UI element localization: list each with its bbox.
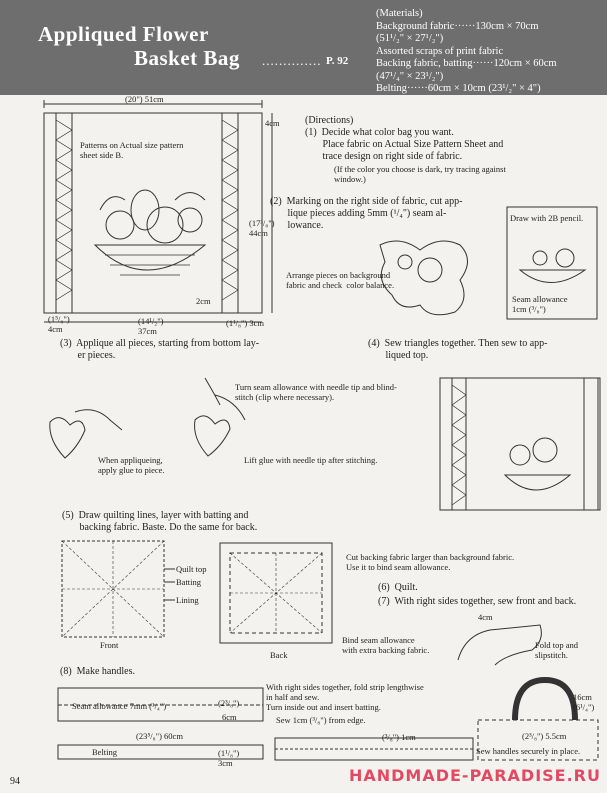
seam-note: Seam allowance 1cm (³/₈") [512,294,568,314]
front-label: Front [100,640,119,650]
page-number: 94 [10,776,20,787]
one-cm-dim: (³/₈") 1cm [382,732,416,742]
lift-note: Lift glue with needle tip after stitching. [244,455,378,465]
dim-6cm: 6cm [222,712,237,722]
draw-note: Draw with 2B pencil. [510,213,584,223]
heart-piece-1 [50,418,85,458]
basket-drawing [95,245,205,270]
materials-list: (Materials) Background fabric······130cm × 70cm (51¹/₂" × 27¹/₂") Assorted scraps of print fabric Backing fabric, batting······120cm × 60cm (47¹/₄" × 23¹/₂") Belting······60cm × 10cm (23¹/₂" × 4") [376,8,557,94]
step-8: (8) Make handles. [60,666,135,677]
bag-fold [458,625,541,665]
page-reference: P. 92 [326,55,349,67]
step-1-note: (If the color you choose is dark, try tracing against window.) [334,164,506,184]
step-1: (1) Decide what color bag you want. Place fabric on Actual Size Pattern Sheet and trace design on right side of fabric. [305,127,504,162]
pattern-left-dim: (1⁵/₈") 4cm [48,314,70,334]
seam-7mm: Seam allowance 7mm (¹/₄") [72,701,167,711]
pattern-inner-dim: 2cm [196,296,211,306]
step-5: (5) Draw quilting lines, layer with batting and backing fabric. Baste. Do the same for back. [62,510,258,533]
step-2: (2) Marking on the right side of fabric, cut app- lique pieces adding 5mm (¹/₄") seam al- lowance. [270,196,463,231]
step-7: (7) With right sides together, sew front and back. [378,596,577,607]
handle-55: (2³/₈") 5.5cm [522,731,567,741]
belt-dim: (1¹/₈") 3cm [218,748,240,768]
watermark: HANDMADE-PARADISE.RU [348,766,601,785]
quilt-top-label: Quilt top [176,564,207,574]
handle-16: 16cm (6¹/₄") [573,692,595,712]
fold-strip-note: With right sides together, fold strip lengthwise in half and sew. Turn inside out and insert batting. [266,682,424,712]
fold-4cm: 4cm [478,612,493,622]
step-6: (6) Quilt. [378,582,418,593]
glue-note: When appliqueing, apply glue to piece. [98,455,165,475]
belting-label: Belting [92,747,118,757]
pattern-top-dim: 4cm [265,118,280,128]
sew-edge-note: Sew 1cm (³/₈") from edge. [276,715,366,725]
sew-handles-note: Sew handles securely in place. [476,746,581,756]
batting-label: Batting [176,577,202,587]
pattern-mid-dim: (14¹/₂") 37cm [138,316,164,336]
title-dots: .............. [262,53,322,68]
step-4: (4) Sew triangles together. Then sew to app- liqued top. [368,338,548,361]
dim-60: (23⁵/₈") 60cm [136,731,183,741]
arrange-note: Arrange pieces on background fabric and check color balance. [286,270,395,290]
pattern-note: Patterns on Actual size pattern sheet side B. [80,140,184,160]
sewn-panel [440,378,600,510]
heart-piece-2 [195,416,230,456]
cut-note: Cut backing fabric larger than background fabric. Use it to bind seam allowance. [346,552,515,572]
lining-label: Lining [176,595,199,605]
turn-note: Turn seam allowance with needle tip and blind- stitch (clip where necessary). [235,382,397,402]
fold-note: Fold top and slipstitch. [535,640,578,660]
pattern-right-dim: (1¹/₈") 3cm [226,318,265,328]
title-line-1: Appliqued Flower [38,22,209,46]
bind-note: Bind seam allowance with extra backing fabric. [342,635,430,655]
sewn-strip [275,738,473,760]
dim-238: (2³/₈") [218,698,240,708]
back-label: Back [270,650,288,660]
pattern-width-dim: (20") 51cm [125,94,164,104]
bag-handle [515,680,575,720]
title-line-2: Basket Bag [134,46,240,70]
step-3: (3) Applique all pieces, starting from bottom lay- er pieces. [60,338,260,361]
directions-heading: (Directions) [305,115,354,126]
pattern-height-dim: (17³/₈") 44cm [249,218,275,238]
